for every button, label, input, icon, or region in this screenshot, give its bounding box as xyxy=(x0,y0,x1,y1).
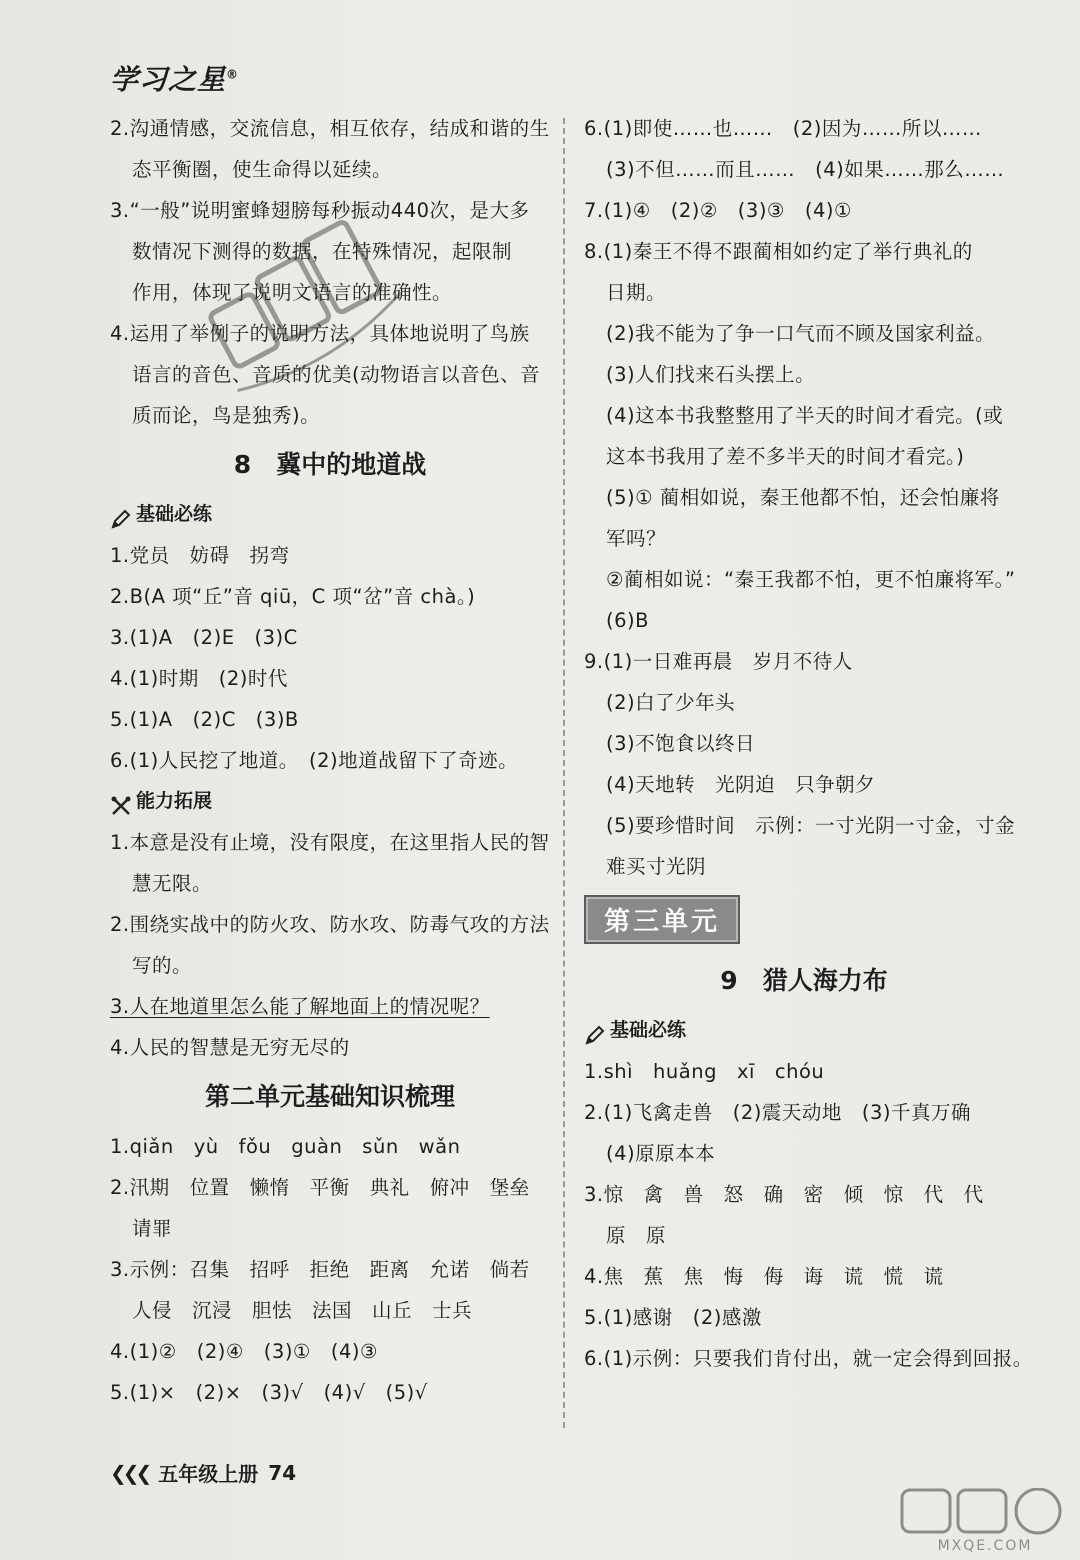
text-line: (6)B xyxy=(606,609,649,632)
text-line: (2)我不能为了争一口气而不顾及国家利益。 xyxy=(606,322,996,345)
text-line: 日期。 xyxy=(606,281,667,304)
text-line: 4.运用了举例子的说明方法，具体地说明了鸟族 xyxy=(110,322,530,345)
text-line: 3.“一般”说明蜜蜂翅膀每秒振动440次，是大多 xyxy=(110,199,530,222)
text-line: 4.(1)② (2)④ (3)① (4)③ xyxy=(110,1340,379,1363)
unit-2-review-title: 第二单元基础知识梳理 xyxy=(204,1082,455,1111)
lesson-8-title: 8 冀中的地道战 xyxy=(233,450,427,479)
text-line: 1.shì huǎng xī chóu xyxy=(584,1060,825,1083)
text-line: 1.qiǎn yù fǒu guàn sǔn wǎn xyxy=(110,1135,461,1158)
text-line: 这本书我用了差不多半天的时间才看完。) xyxy=(606,445,965,468)
brand-title: 学习之星® xyxy=(110,63,240,96)
lesson-9-title: 9 猎人海力布 xyxy=(720,966,888,995)
text-line: 2.B(A 项“丘”音 qiū，C 项“岔”音 chà。) xyxy=(110,585,476,608)
crossed-tools-icon xyxy=(110,791,132,813)
text-line: 原 原 xyxy=(606,1224,667,1247)
text-line: (5)要珍惜时间 示例：一寸光阴一寸金，寸金 xyxy=(606,814,1016,837)
text-line: 2.沟通情感，交流信息，相互依存，结成和谐的生 xyxy=(110,117,550,140)
text-line: 2.围绕实战中的防火攻、防水攻、防毒气攻的方法 xyxy=(110,913,550,936)
text-line: 语言的音色、音质的优美(动物语言以音色、音 xyxy=(132,363,541,386)
text-line: ②蔺相如说：“秦王我都不怕，更不怕廉将军。” xyxy=(606,568,1016,591)
text-line: 6.(1)即使……也…… (2)因为……所以…… xyxy=(584,117,982,140)
section-basic-practice: 基础必练 xyxy=(110,494,550,535)
text-line: 军吗？ xyxy=(606,527,667,550)
text-line: 6.(1)示例：只要我们肯付出，就一定会得到回报。 xyxy=(584,1347,1033,1370)
text-line: 请罪 xyxy=(132,1217,173,1240)
text-line: 人侵 沉浸 胆怯 法国 山丘 士兵 xyxy=(132,1299,473,1322)
pencil-icon xyxy=(110,504,132,526)
right-column xyxy=(584,108,1033,1379)
text-line: 2.汛期 位置 懒惰 平衡 典礼 俯冲 堡垒 xyxy=(110,1176,530,1199)
text-line: (3)人们找来石头摆上。 xyxy=(606,363,816,386)
text-line: (5)① 蔺相如说，秦王他都不怕，还会怕廉将 xyxy=(606,486,1000,509)
text-line: (4)原原本本 xyxy=(606,1142,716,1165)
unit-3-banner: 第三单元 xyxy=(584,895,740,944)
text-line: (4)这本书我整整用了半天的时间才看完。(或 xyxy=(606,404,1004,427)
text-line: 3.示例：召集 招呼 拒绝 距离 允诺 倘若 xyxy=(110,1258,530,1281)
text-line: 7.(1)④ (2)② (3)③ (4)① xyxy=(584,199,853,222)
text-line: 8.(1)秦王不得不跟蔺相如约定了举行典礼的 xyxy=(584,240,973,263)
text-line-underlined: 3.人在地道里怎么能了解地面上的情况呢？ xyxy=(110,995,490,1018)
text-line: (3)不饱食以终日 xyxy=(606,732,756,755)
text-line: 1.本意是没有止境，没有限度，在这里指人民的智 xyxy=(110,831,550,854)
text-line: 慧无限。 xyxy=(132,872,213,895)
text-line: 9.(1)一日难再晨 岁月不待人 xyxy=(584,650,853,673)
text-line: 1.党员 妨碍 拐弯 xyxy=(110,544,290,567)
text-line: (2)白了少年头 xyxy=(606,691,736,714)
text-line: 6.(1)人民挖了地道。 (2)地道战留下了奇迹。 xyxy=(110,749,519,772)
text-line: 质而论，鸟是独秀)。 xyxy=(132,404,321,427)
pencil-icon xyxy=(584,1020,606,1042)
text-line: 4.焦 蕉 焦 悔 侮 诲 谎 慌 谎 xyxy=(584,1265,944,1288)
text-line: 2.(1)飞禽走兽 (2)震天动地 (3)千真万确 xyxy=(584,1101,971,1124)
text-line: 作用，体现了说明文语言的准确性。 xyxy=(132,281,453,304)
text-line: (3)不但……而且…… (4)如果……那么…… xyxy=(606,158,1005,181)
answer-circle-logo xyxy=(900,1488,1070,1554)
page-footer xyxy=(110,1458,296,1487)
svg-text:MXQE.COM: MXQE.COM xyxy=(937,1538,1033,1554)
grade-label: 五年级上册 xyxy=(158,1462,259,1486)
text-line: 3.(1)A (2)E (3)C xyxy=(110,626,298,649)
text-line: 难买寸光阴 xyxy=(606,855,707,878)
page-number: 74 xyxy=(268,1460,297,1485)
left-column xyxy=(110,108,550,1413)
section-basic-practice: 基础必练 xyxy=(584,1010,1024,1051)
text-line: 5.(1)× (2)× (3)√ (4)√ (5)√ xyxy=(110,1381,428,1404)
column-divider xyxy=(563,118,565,1428)
triple-chevron-left-icon: ❮❮❮ xyxy=(110,1460,149,1485)
section-ability-extension: 能力拓展 xyxy=(110,781,550,822)
text-line: 4.(1)时期 (2)时代 xyxy=(110,667,288,690)
text-line: 写的。 xyxy=(132,954,193,977)
text-line: (4)天地转 光阴迫 只争朝夕 xyxy=(606,773,876,796)
text-line: 3.惊 禽 兽 怒 确 密 倾 惊 代 代 xyxy=(584,1183,984,1206)
text-line: 5.(1)感谢 (2)感激 xyxy=(584,1306,762,1329)
text-line: 态平衡圈，使生命得以延续。 xyxy=(132,158,393,181)
text-line: 5.(1)A (2)C (3)B xyxy=(110,708,299,731)
text-line: 数情况下测得的数据，在特殊情况，起限制 xyxy=(132,240,513,263)
text-line: 4.人民的智慧是无穷无尽的 xyxy=(110,1036,350,1059)
